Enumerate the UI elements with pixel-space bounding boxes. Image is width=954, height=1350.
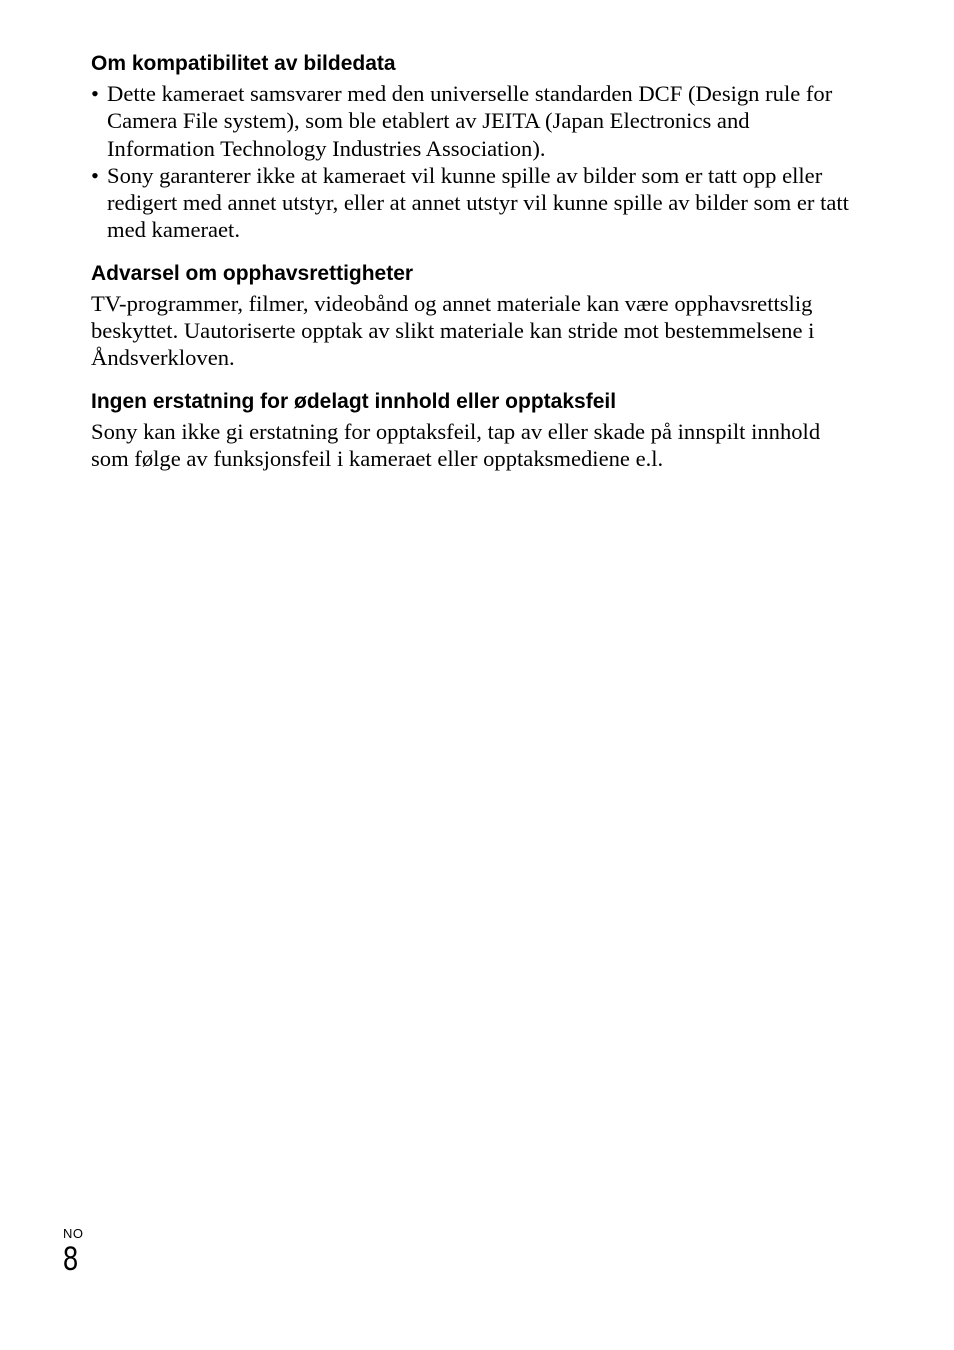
section-heading: Om kompatibilitet av bildedata [91,52,396,75]
bullet-list [91,80,851,244]
page-footer [63,1226,84,1276]
language-code: NO [63,1226,84,1241]
section-heading: Ingen erstatning for ødelagt innhold eller opptaksfeil [91,389,617,413]
bullet-item [91,80,851,162]
bullet-text: Dette kameraet samsvarer med den universelle standarden DCF (Design rule for Camera File system), som ble etablert av JEITA (Japan Electronics and Information Technology Industries Association). [107,81,833,161]
section-text: Sony kan ikke gi erstatning for opptaksfeil, tap av eller skade på innspilt innhold som følge av funksjonsfeil i kameraet eller opptaksmediene e.l. [91,418,821,471]
section-image-data-compatibility [91,50,851,244]
page-number: 8 [63,1240,79,1278]
document-body [91,50,851,488]
section-no-compensation [91,388,851,473]
bullet-item [91,162,851,244]
section-heading: Advarsel om opphavsrettigheter [91,261,414,285]
bullet-marker: • [91,81,99,106]
section-text: TV-programmer, filmer, videobånd og annet materiale kan være opphavsrettslig beskyttet. Uautoriserte opptak av slikt materiale kan stride mot bestemmelsene i Åndsverkloven. [91,290,815,371]
bullet-marker: • [91,162,99,188]
section-copyright-warning [91,260,851,372]
bullet-text: Sony garanterer ikke at kameraet vil kunne spille av bilder som er tatt opp eller redigert med annet utstyr, eller at annet utstyr vil kunne spille av bilder som er tatt med kameraet. [107,162,849,243]
